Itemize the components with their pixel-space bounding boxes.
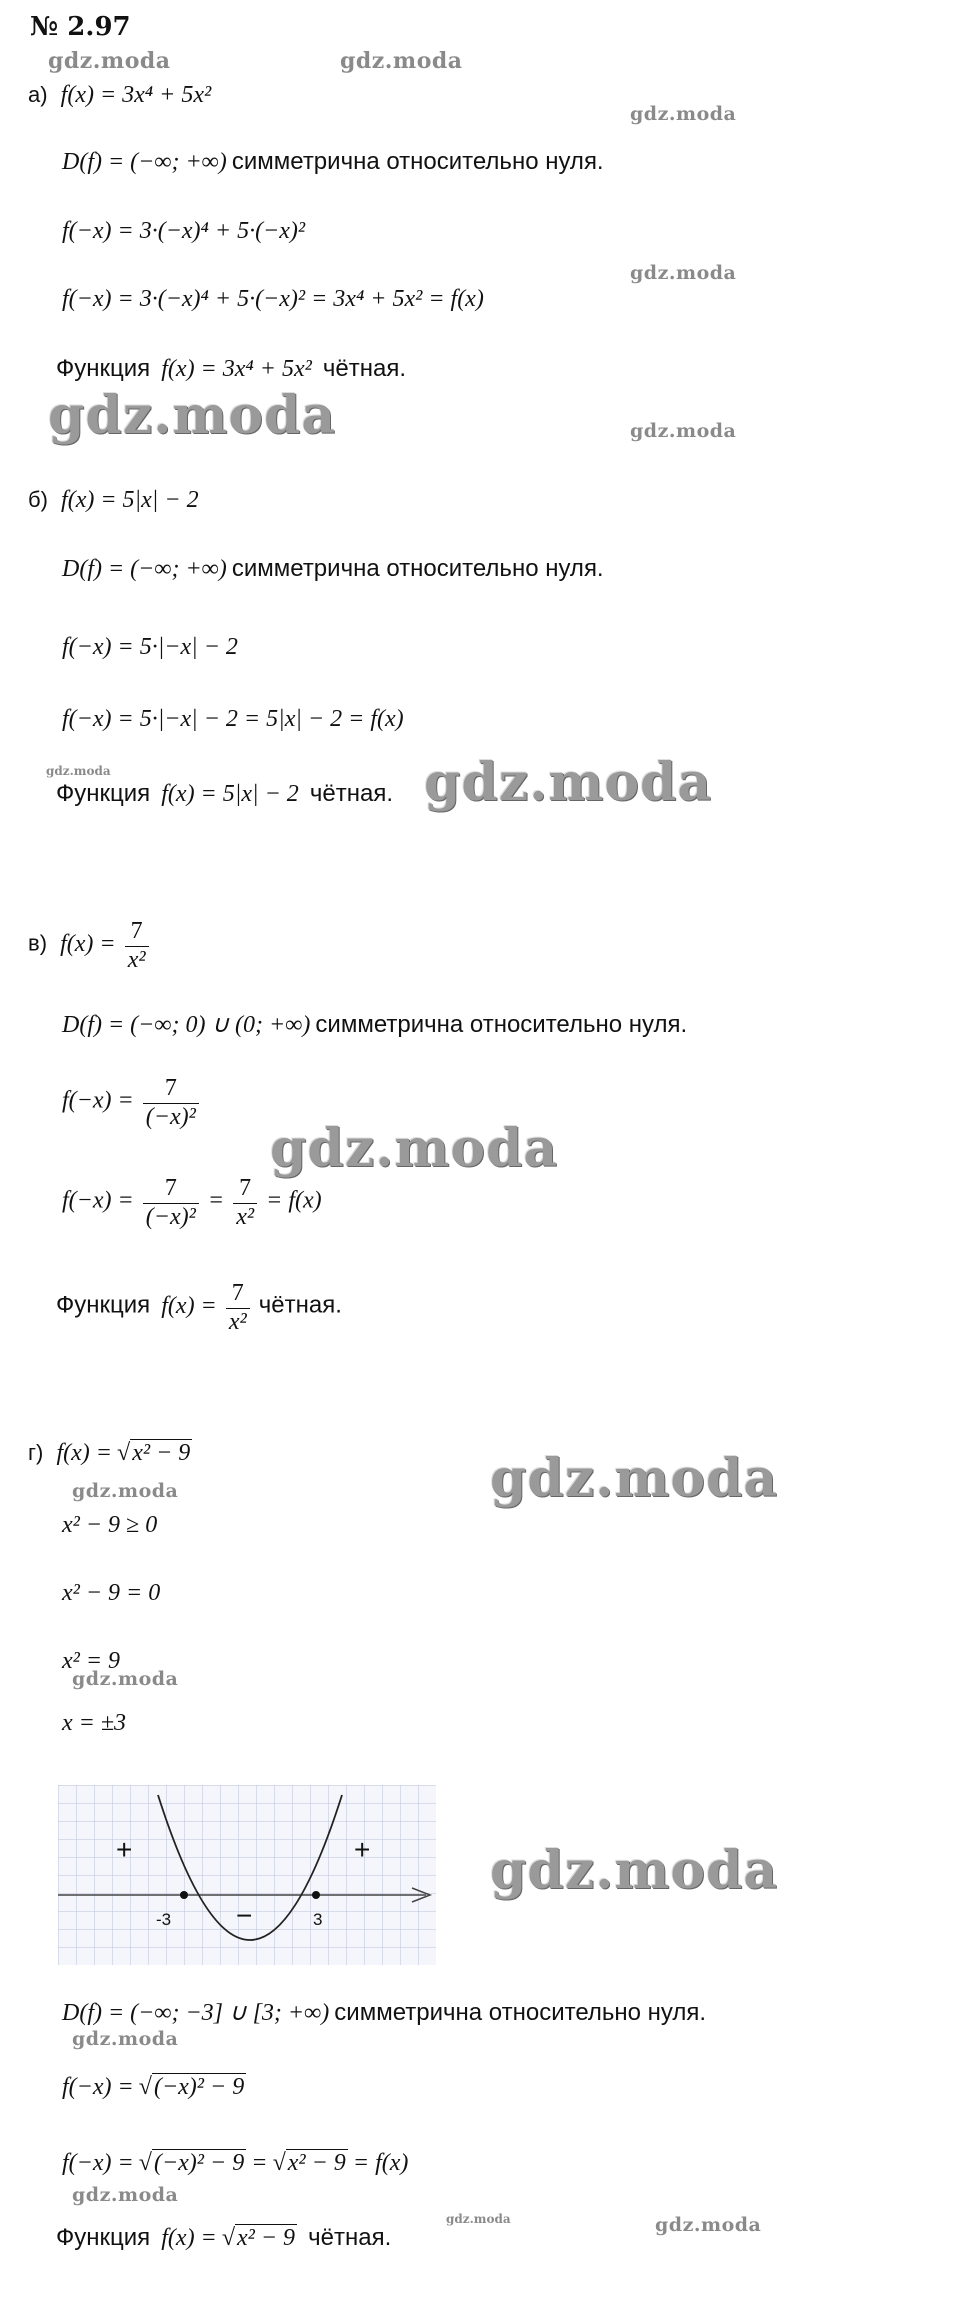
part-v-conclusion: [56, 1280, 342, 1336]
part-v-symmetry-text: симметрична относительно нуля.: [315, 1011, 688, 1038]
conclusion-even: чётная.: [258, 1291, 342, 1319]
part-g-label: г): [28, 1440, 44, 1465]
step-lhs: f(−x) =: [62, 1087, 134, 1114]
part-v-label: в): [28, 930, 48, 956]
fraction: [143, 1175, 199, 1231]
watermark: gdz.moda: [72, 2184, 179, 2206]
part-v-step2: [62, 1175, 322, 1231]
part-g-conclusion: [56, 2224, 391, 2252]
root-point-right: [312, 1891, 320, 1899]
step-result: = f(x): [352, 2150, 409, 2176]
sqrt-sign: √: [117, 1440, 131, 1466]
fraction: [125, 918, 149, 974]
plus-sign-right: +: [354, 1834, 371, 1865]
part-b-conclusion: [56, 780, 393, 808]
fraction: [226, 1280, 250, 1336]
part-b-step2: f(−x) = 5·|−x| − 2 = 5|x| − 2 = f(x): [62, 706, 404, 732]
sqrt-sign: √: [221, 2225, 236, 2251]
watermark: gdz.moda: [630, 103, 737, 125]
fraction-numerator: 7: [125, 918, 149, 947]
watermark-large: gdz.moda: [490, 1840, 779, 1901]
watermark: gdz.moda: [46, 764, 111, 778]
root-point-left: [180, 1891, 188, 1899]
step-lhs: f(−x) =: [62, 1187, 134, 1214]
problem-title: № 2.97: [30, 12, 131, 42]
radicand: x² − 9: [237, 2225, 296, 2251]
watermark: gdz.moda: [48, 48, 171, 74]
part-v-header: [28, 918, 153, 974]
plus-sign-left: +: [116, 1834, 133, 1865]
part-a-definition: f(x) = 3x⁴ + 5x²: [60, 82, 212, 108]
watermark: gdz.moda: [630, 262, 737, 284]
part-b-symmetry-text: симметрична относительно нуля.: [231, 555, 604, 582]
part-b-label: б): [28, 487, 48, 512]
sqrt-sign: √: [138, 2074, 152, 2100]
fraction-numerator: 7: [143, 1075, 199, 1104]
sqrt-sign: √: [138, 2150, 152, 2176]
part-v-step1: [62, 1075, 203, 1131]
watermark: gdz.moda: [72, 1668, 179, 1690]
part-a-step2: f(−x) = 3·(−x)⁴ + 5·(−x)² = 3x⁴ + 5x² = f(x): [62, 286, 484, 312]
part-a-conclusion-function: f(x) = 3x⁴ + 5x²: [161, 356, 312, 382]
part-b-step1: f(−x) = 5·|−x| − 2: [62, 634, 238, 660]
part-a-label: а): [28, 82, 48, 107]
part-g-equation: x² − 9 = 0: [62, 1580, 161, 1606]
fraction-numerator: 7: [233, 1175, 257, 1204]
part-a-header: [28, 82, 211, 109]
conclusion-lhs: f(x) =: [161, 1292, 217, 1319]
part-b-definition: f(x) = 5|x| − 2: [61, 487, 199, 513]
watermark: gdz.moda: [630, 420, 737, 442]
watermark-large: gdz.moda: [424, 752, 713, 813]
conclusion-word: Функция: [56, 2224, 151, 2251]
part-g-inequality: x² − 9 ≥ 0: [62, 1512, 158, 1538]
equals-sign: =: [207, 1187, 225, 1214]
part-v-domain: D(f) = (−∞; 0) ∪ (0; +∞): [62, 1012, 311, 1038]
conclusion-even: чётная.: [322, 355, 406, 382]
fraction-denominator: (−x)²: [145, 1203, 196, 1230]
radicand: (−x)² − 9: [153, 2150, 245, 2176]
fraction-denominator: x²: [127, 946, 146, 973]
fraction: [143, 1075, 199, 1131]
watermark: gdz.moda: [72, 2028, 179, 2050]
fraction-denominator: x²: [236, 1203, 255, 1230]
part-a-step1: f(−x) = 3·(−x)⁴ + 5·(−x)²: [62, 218, 306, 244]
step-lhs: f(−x) =: [62, 2074, 134, 2100]
fraction-denominator: (−x)²: [145, 1103, 196, 1130]
part-a-domain-line: [62, 148, 604, 176]
fraction-denominator: x²: [228, 1308, 247, 1335]
step-lhs: f(−x) =: [62, 2150, 134, 2176]
conclusion-word: Функция: [56, 355, 151, 382]
part-g-symmetry-text: симметрична относительно нуля.: [334, 1999, 707, 2026]
parabola-sign-graph: [58, 1785, 436, 1965]
watermark-large: gdz.moda: [490, 1448, 779, 1509]
part-a-domain: D(f) = (−∞; +∞): [62, 149, 227, 175]
root-label-left: -3: [156, 1910, 172, 1929]
watermark: gdz.moda: [340, 48, 463, 74]
step-result: = f(x): [266, 1187, 322, 1214]
part-g-equation-squared: x² = 9: [62, 1648, 121, 1674]
part-a-conclusion: [56, 355, 406, 383]
fraction-numerator: 7: [226, 1280, 250, 1309]
part-v-lhs: f(x) =: [60, 930, 116, 957]
part-g-domain: D(f) = (−∞; −3] ∪ [3; +∞): [62, 2000, 330, 2026]
radicand: x² − 9: [132, 1440, 191, 1466]
part-g-step2: [62, 2150, 408, 2177]
graph-svg: [58, 1785, 436, 1965]
conclusion-lhs: f(x) =: [161, 2225, 217, 2251]
part-g-domain-line: [62, 1998, 706, 2027]
part-b-header: [28, 487, 199, 514]
equals-sign: =: [251, 2150, 268, 2176]
fraction-numerator: 7: [143, 1175, 199, 1204]
radicand: x² − 9: [287, 2150, 346, 2176]
watermark: gdz.moda: [72, 1480, 179, 1502]
minus-sign: −: [236, 1900, 253, 1931]
part-a-symmetry-text: симметрична относительно нуля.: [231, 148, 604, 175]
part-g-lhs: f(x) =: [56, 1440, 112, 1466]
root-label-right: 3: [313, 1910, 323, 1929]
watermark: gdz.moda: [655, 2214, 762, 2236]
watermark-large: gdz.moda: [270, 1118, 559, 1179]
part-b-conclusion-function: f(x) = 5|x| − 2: [161, 781, 299, 807]
conclusion-word: Функция: [56, 1291, 151, 1319]
sqrt-sign: √: [272, 2150, 286, 2176]
part-g-header: [28, 1440, 192, 1467]
part-b-domain-line: [62, 555, 604, 583]
fraction: [233, 1175, 257, 1231]
conclusion-word: Функция: [56, 780, 151, 807]
radicand: (−x)² − 9: [153, 2074, 245, 2100]
part-g-step1: [62, 2074, 246, 2101]
part-b-domain: D(f) = (−∞; +∞): [62, 556, 227, 582]
watermark-large: gdz.moda: [48, 385, 337, 446]
conclusion-even: чётная.: [308, 2224, 392, 2251]
conclusion-even: чётная.: [309, 780, 393, 807]
part-v-domain-line: [62, 1010, 687, 1039]
watermark: gdz.moda: [446, 2212, 511, 2226]
part-g-roots: x = ±3: [62, 1710, 127, 1736]
graph-grid: [58, 1785, 436, 1965]
